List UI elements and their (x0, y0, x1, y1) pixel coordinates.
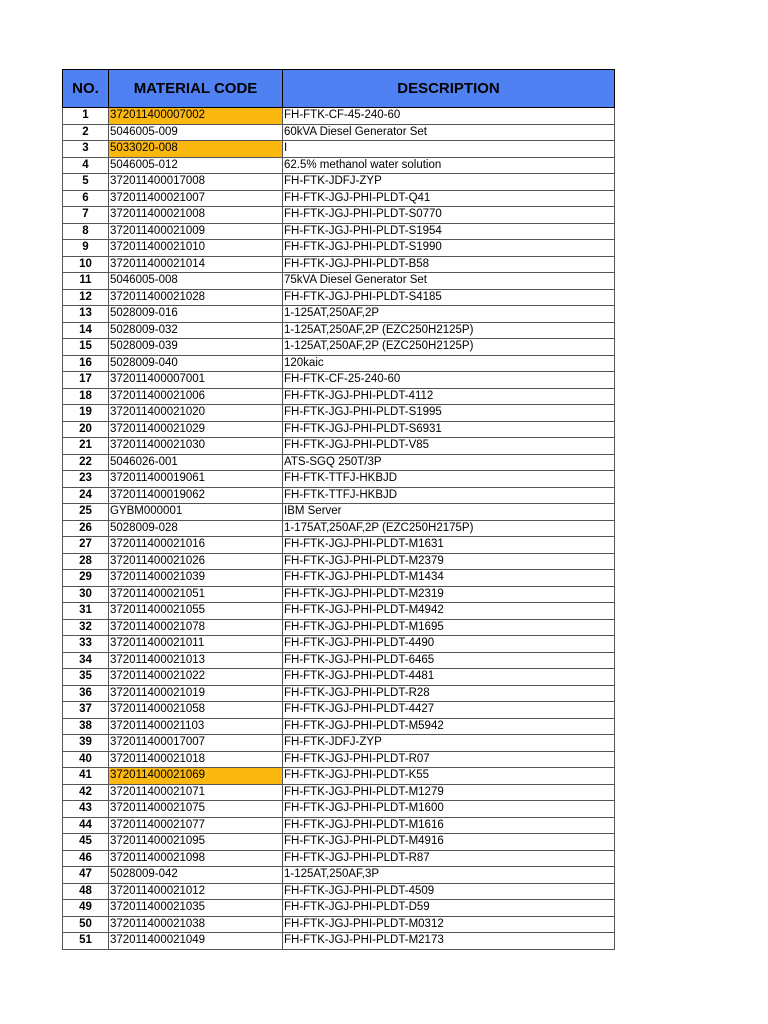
table-row (63, 207, 615, 224)
description-cell[interactable]: FH-FTK-JGJ-PHI-PLDT-Q41 (283, 190, 615, 207)
description-cell[interactable]: I (283, 141, 615, 158)
table-row (63, 322, 615, 339)
row-number-cell[interactable]: 42 (63, 784, 109, 801)
table-row (63, 850, 615, 867)
description-cell[interactable]: 60kVA Diesel Generator Set (283, 124, 615, 141)
description-cell[interactable]: FH-FTK-JGJ-PHI-PLDT-M5942 (283, 718, 615, 735)
description-cell[interactable]: 1-125AT,250AF,3P (283, 867, 615, 884)
table-row (63, 900, 615, 917)
material-code-cell[interactable]: 372011400021035 (109, 900, 283, 917)
table-row (63, 438, 615, 455)
table-row (63, 405, 615, 422)
description-cell[interactable]: FH-FTK-JDFJ-ZYP (283, 735, 615, 752)
row-number-cell[interactable]: 32 (63, 619, 109, 636)
material-code-cell[interactable]: 5028009-032 (109, 322, 283, 339)
material-code-cell[interactable]: 372011400021103 (109, 718, 283, 735)
description-cell[interactable]: FH-FTK-JGJ-PHI-PLDT-M4916 (283, 834, 615, 851)
description-cell[interactable]: FH-FTK-TTFJ-HKBJD (283, 471, 615, 488)
material-code-cell[interactable]: 372011400017008 (109, 174, 283, 191)
row-number-cell[interactable]: 28 (63, 553, 109, 570)
table-row (63, 883, 615, 900)
row-number-cell[interactable]: 8 (63, 223, 109, 240)
material-code-cell[interactable]: 372011400021020 (109, 405, 283, 422)
row-number-cell[interactable]: 45 (63, 834, 109, 851)
description-cell[interactable]: FH-FTK-JGJ-PHI-PLDT-S1995 (283, 405, 615, 422)
row-number-cell[interactable]: 15 (63, 339, 109, 356)
description-cell[interactable]: FH-FTK-JGJ-PHI-PLDT-M1616 (283, 817, 615, 834)
table-row (63, 735, 615, 752)
row-number-cell[interactable]: 4 (63, 157, 109, 174)
description-cell[interactable]: FH-FTK-JGJ-PHI-PLDT-M4942 (283, 603, 615, 620)
row-number-cell[interactable]: 38 (63, 718, 109, 735)
material-code-cell[interactable]: 372011400021055 (109, 603, 283, 620)
description-cell[interactable]: 1-125AT,250AF,2P (283, 306, 615, 323)
description-cell[interactable]: FH-FTK-JGJ-PHI-PLDT-6465 (283, 652, 615, 669)
table-row (63, 784, 615, 801)
material-code-cell[interactable]: 372011400021022 (109, 669, 283, 686)
table-row (63, 834, 615, 851)
description-cell[interactable]: FH-FTK-JGJ-PHI-PLDT-M1279 (283, 784, 615, 801)
description-cell[interactable]: FH-FTK-JGJ-PHI-PLDT-4427 (283, 702, 615, 719)
description-cell[interactable]: FH-FTK-JGJ-PHI-PLDT-M2379 (283, 553, 615, 570)
description-cell[interactable]: FH-FTK-JGJ-PHI-PLDT-M0312 (283, 916, 615, 933)
description-cell[interactable]: 1-125AT,250AF,2P (EZC250H2125P) (283, 322, 615, 339)
row-number-cell[interactable]: 1 (63, 108, 109, 125)
row-number-cell[interactable]: 30 (63, 586, 109, 603)
row-number-cell[interactable]: 19 (63, 405, 109, 422)
description-cell[interactable]: FH-FTK-JGJ-PHI-PLDT-R87 (283, 850, 615, 867)
material-code-cell[interactable]: 5028009-016 (109, 306, 283, 323)
description-cell[interactable]: FH-FTK-CF-25-240-60 (283, 372, 615, 389)
table-row (63, 619, 615, 636)
material-code-cell[interactable]: 5046026-001 (109, 454, 283, 471)
row-number-cell[interactable]: 13 (63, 306, 109, 323)
row-number-cell[interactable]: 37 (63, 702, 109, 719)
table-row (63, 636, 615, 653)
description-cell[interactable]: ATS-SGQ 250T/3P (283, 454, 615, 471)
table-row (63, 504, 615, 521)
description-cell[interactable]: 75kVA Diesel Generator Set (283, 273, 615, 290)
material-code-cell[interactable]: 372011400021049 (109, 933, 283, 950)
table-row (63, 223, 615, 240)
material-code-cell[interactable]: 372011400021013 (109, 652, 283, 669)
row-number-cell[interactable]: 33 (63, 636, 109, 653)
table-row (63, 454, 615, 471)
table-row (63, 586, 615, 603)
row-number-cell[interactable]: 9 (63, 240, 109, 257)
material-code-cell[interactable]: 5028009-028 (109, 520, 283, 537)
description-cell[interactable]: IBM Server (283, 504, 615, 521)
material-code-cell[interactable]: 5028009-040 (109, 355, 283, 372)
description-cell[interactable]: FH-FTK-JGJ-PHI-PLDT-4490 (283, 636, 615, 653)
material-code-cell[interactable]: 5046005-008 (109, 273, 283, 290)
description-cell[interactable]: FH-FTK-JGJ-PHI-PLDT-S1954 (283, 223, 615, 240)
material-code-cell[interactable]: 372011400021018 (109, 751, 283, 768)
table-row (63, 553, 615, 570)
table-row (63, 273, 615, 290)
table-row (63, 718, 615, 735)
row-number-cell[interactable]: 26 (63, 520, 109, 537)
table-row (63, 256, 615, 273)
material-code-cell[interactable]: 5028009-039 (109, 339, 283, 356)
row-number-cell[interactable]: 6 (63, 190, 109, 207)
table-row (63, 751, 615, 768)
table-row (63, 520, 615, 537)
row-number-cell[interactable]: 7 (63, 207, 109, 224)
material-code-cell[interactable]: 372011400021039 (109, 570, 283, 587)
table-row (63, 801, 615, 818)
table-row (63, 355, 615, 372)
material-code-cell[interactable]: 372011400021075 (109, 801, 283, 818)
table-row (63, 289, 615, 306)
description-cell[interactable]: FH-FTK-JGJ-PHI-PLDT-S1990 (283, 240, 615, 257)
material-code-cell[interactable]: 372011400017007 (109, 735, 283, 752)
row-number-cell[interactable]: 44 (63, 817, 109, 834)
material-code-cell[interactable]: 5028009-042 (109, 867, 283, 884)
row-number-cell[interactable]: 27 (63, 537, 109, 554)
description-cell[interactable]: FH-FTK-JGJ-PHI-PLDT-4112 (283, 388, 615, 405)
row-number-cell[interactable]: 12 (63, 289, 109, 306)
table-row (63, 174, 615, 191)
material-code-cell[interactable]: 372011400021008 (109, 207, 283, 224)
row-number-cell[interactable]: 22 (63, 454, 109, 471)
row-number-cell[interactable]: 10 (63, 256, 109, 273)
row-number-cell[interactable]: 47 (63, 867, 109, 884)
row-number-cell[interactable]: 43 (63, 801, 109, 818)
description-cell[interactable]: FH-FTK-JGJ-PHI-PLDT-M2173 (283, 933, 615, 950)
material-code-cell[interactable]: 372011400007001 (109, 372, 283, 389)
table-row (63, 685, 615, 702)
row-number-cell[interactable]: 11 (63, 273, 109, 290)
material-code-cell[interactable]: 372011400021019 (109, 685, 283, 702)
table-row (63, 652, 615, 669)
table-row (63, 108, 615, 125)
table-row (63, 867, 615, 884)
material-code-cell[interactable]: 372011400021069 (109, 768, 283, 785)
table-row (63, 141, 615, 158)
row-number-cell[interactable]: 34 (63, 652, 109, 669)
description-cell[interactable]: FH-FTK-JGJ-PHI-PLDT-S0770 (283, 207, 615, 224)
table-row (63, 570, 615, 587)
description-cell[interactable]: FH-FTK-JDFJ-ZYP (283, 174, 615, 191)
material-code-cell[interactable]: 372011400021038 (109, 916, 283, 933)
table-row (63, 487, 615, 504)
description-cell[interactable]: FH-FTK-JGJ-PHI-PLDT-M2319 (283, 586, 615, 603)
table-row (63, 537, 615, 554)
description-cell[interactable]: FH-FTK-JGJ-PHI-PLDT-S6931 (283, 421, 615, 438)
material-code-cell[interactable]: 372011400021095 (109, 834, 283, 851)
description-cell[interactable]: FH-FTK-JGJ-PHI-PLDT-S4185 (283, 289, 615, 306)
material-code-cell[interactable]: 372011400021030 (109, 438, 283, 455)
row-number-cell[interactable]: 25 (63, 504, 109, 521)
material-code-cell[interactable]: 372011400021016 (109, 537, 283, 554)
header-description: DESCRIPTION (283, 70, 615, 108)
material-code-cell[interactable]: 372011400021028 (109, 289, 283, 306)
description-cell[interactable]: FH-FTK-JGJ-PHI-PLDT-D59 (283, 900, 615, 917)
material-code-cell[interactable]: 372011400021077 (109, 817, 283, 834)
table-row (63, 190, 615, 207)
row-number-cell[interactable]: 51 (63, 933, 109, 950)
row-number-cell[interactable]: 35 (63, 669, 109, 686)
header-row (63, 70, 615, 108)
material-code-cell[interactable]: 372011400021098 (109, 850, 283, 867)
description-cell[interactable]: FH-FTK-TTFJ-HKBJD (283, 487, 615, 504)
material-code-cell[interactable]: 372011400021014 (109, 256, 283, 273)
table-row (63, 603, 615, 620)
material-code-cell[interactable]: GYBM000001 (109, 504, 283, 521)
row-number-cell[interactable]: 14 (63, 322, 109, 339)
table-row (63, 388, 615, 405)
row-number-cell[interactable]: 18 (63, 388, 109, 405)
row-number-cell[interactable]: 41 (63, 768, 109, 785)
material-code-cell[interactable]: 5046005-012 (109, 157, 283, 174)
material-code-cell[interactable]: 372011400019062 (109, 487, 283, 504)
description-cell[interactable]: 1-175AT,250AF,2P (EZC250H2175P) (283, 520, 615, 537)
description-cell[interactable]: FH-FTK-CF-45-240-60 (283, 108, 615, 125)
description-cell[interactable]: FH-FTK-JGJ-PHI-PLDT-K55 (283, 768, 615, 785)
row-number-cell[interactable]: 49 (63, 900, 109, 917)
description-cell[interactable]: FH-FTK-JGJ-PHI-PLDT-M1600 (283, 801, 615, 818)
table-row (63, 339, 615, 356)
material-code-cell[interactable]: 372011400019061 (109, 471, 283, 488)
description-cell[interactable]: FH-FTK-JGJ-PHI-PLDT-4481 (283, 669, 615, 686)
row-number-cell[interactable]: 24 (63, 487, 109, 504)
table-body (63, 108, 615, 950)
row-number-cell[interactable]: 21 (63, 438, 109, 455)
row-number-cell[interactable]: 50 (63, 916, 109, 933)
row-number-cell[interactable]: 20 (63, 421, 109, 438)
description-cell[interactable]: FH-FTK-JGJ-PHI-PLDT-B58 (283, 256, 615, 273)
material-code-cell[interactable]: 372011400021078 (109, 619, 283, 636)
table-row (63, 372, 615, 389)
description-cell[interactable]: FH-FTK-JGJ-PHI-PLDT-R28 (283, 685, 615, 702)
row-number-cell[interactable]: 29 (63, 570, 109, 587)
table-row (63, 240, 615, 257)
description-cell[interactable]: 1-125AT,250AF,2P (EZC250H2125P) (283, 339, 615, 356)
material-code-cell[interactable]: 372011400021058 (109, 702, 283, 719)
material-code-cell[interactable]: 372011400021012 (109, 883, 283, 900)
description-cell[interactable]: FH-FTK-JGJ-PHI-PLDT-M1434 (283, 570, 615, 587)
header-material-code: MATERIAL CODE (109, 70, 283, 108)
description-cell[interactable]: FH-FTK-JGJ-PHI-PLDT-M1695 (283, 619, 615, 636)
table-row (63, 916, 615, 933)
material-code-cell[interactable]: 372011400007002 (109, 108, 283, 125)
row-number-cell[interactable]: 2 (63, 124, 109, 141)
table-row (63, 421, 615, 438)
material-table (62, 69, 615, 950)
description-cell[interactable]: FH-FTK-JGJ-PHI-PLDT-R07 (283, 751, 615, 768)
material-code-cell[interactable]: 372011400021051 (109, 586, 283, 603)
row-number-cell[interactable]: 23 (63, 471, 109, 488)
table-row (63, 124, 615, 141)
table-row (63, 306, 615, 323)
description-cell[interactable]: FH-FTK-JGJ-PHI-PLDT-4509 (283, 883, 615, 900)
material-code-cell[interactable]: 372011400021071 (109, 784, 283, 801)
material-code-cell[interactable]: 372011400021026 (109, 553, 283, 570)
description-cell[interactable]: 62.5% methanol water solution (283, 157, 615, 174)
description-cell[interactable]: 120kaic (283, 355, 615, 372)
table-row (63, 157, 615, 174)
material-code-cell[interactable]: 372011400021011 (109, 636, 283, 653)
row-number-cell[interactable]: 36 (63, 685, 109, 702)
row-number-cell[interactable]: 5 (63, 174, 109, 191)
header-no: NO. (63, 70, 109, 108)
table-row (63, 817, 615, 834)
table-row (63, 768, 615, 785)
table-row (63, 933, 615, 950)
material-code-cell[interactable]: 372011400021029 (109, 421, 283, 438)
material-code-cell[interactable]: 372011400021009 (109, 223, 283, 240)
row-number-cell[interactable]: 48 (63, 883, 109, 900)
material-code-cell[interactable]: 5033020-008 (109, 141, 283, 158)
table-row (63, 702, 615, 719)
row-number-cell[interactable]: 46 (63, 850, 109, 867)
description-cell[interactable]: FH-FTK-JGJ-PHI-PLDT-V85 (283, 438, 615, 455)
row-number-cell[interactable]: 39 (63, 735, 109, 752)
material-code-cell[interactable]: 372011400021007 (109, 190, 283, 207)
table-row (63, 669, 615, 686)
table-row (63, 471, 615, 488)
row-number-cell[interactable]: 16 (63, 355, 109, 372)
material-code-cell[interactable]: 372011400021010 (109, 240, 283, 257)
row-number-cell[interactable]: 31 (63, 603, 109, 620)
row-number-cell[interactable]: 40 (63, 751, 109, 768)
row-number-cell[interactable]: 3 (63, 141, 109, 158)
description-cell[interactable]: FH-FTK-JGJ-PHI-PLDT-M1631 (283, 537, 615, 554)
material-code-cell[interactable]: 5046005-009 (109, 124, 283, 141)
row-number-cell[interactable]: 17 (63, 372, 109, 389)
material-code-cell[interactable]: 372011400021006 (109, 388, 283, 405)
